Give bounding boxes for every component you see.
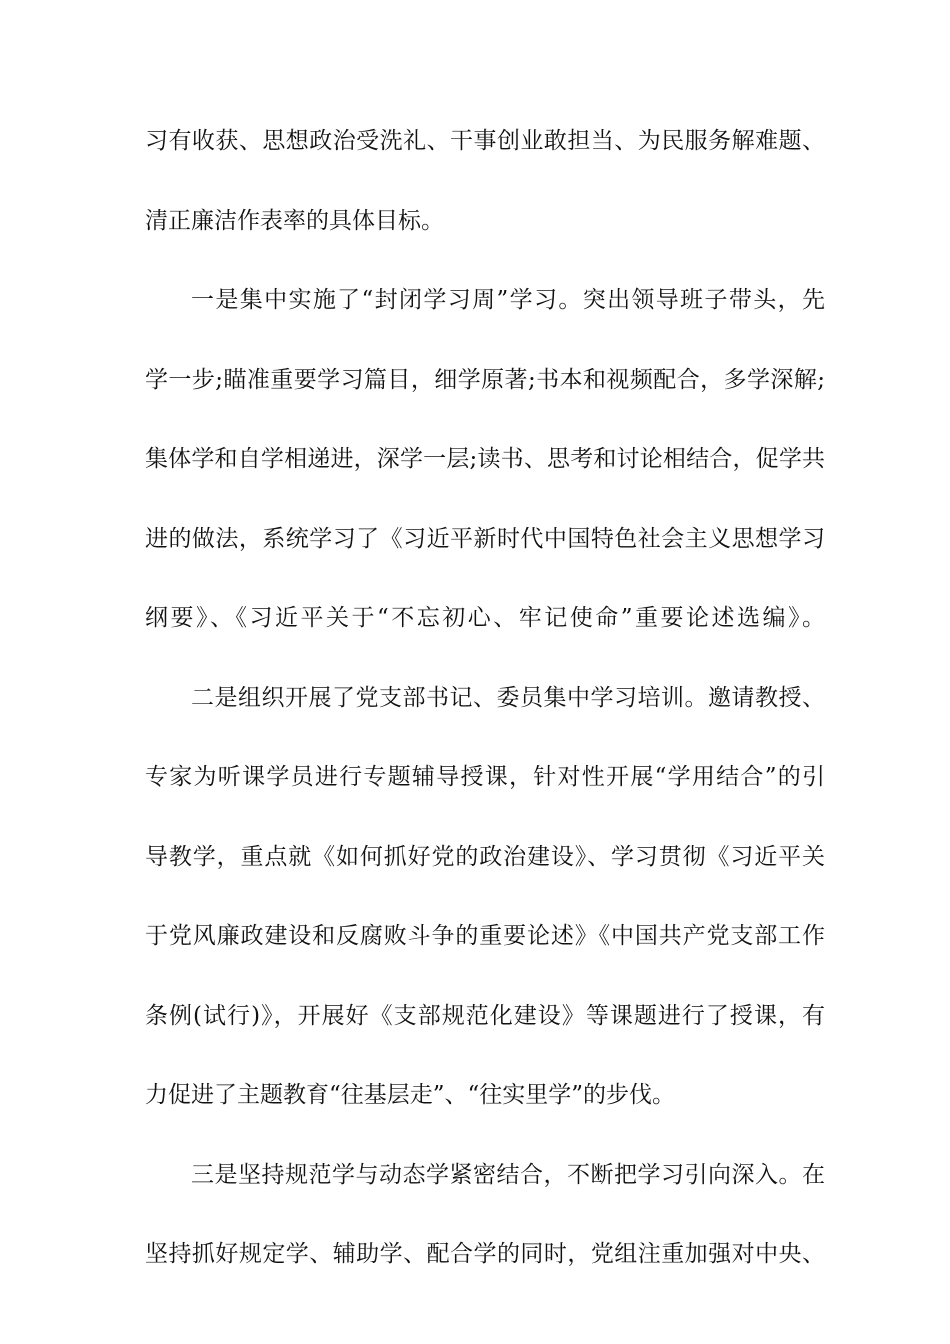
text-line: 导教学，重点就《如何抓好党的政治建设》、学习贯彻《习近平关 xyxy=(145,843,825,870)
text-line: 清正廉洁作表率的具体目标。 xyxy=(145,207,444,234)
text-line: 习有收获、思想政治受洗礼、干事创业敢担当、为民服务解难题、 xyxy=(145,128,825,154)
text-line: 进的做法，系统学习了《习近平新时代中国特色社会主义思想学习 xyxy=(145,525,825,552)
text-line: 集体学和自学相递进，深学一层;读书、思考和讨论相结合，促学共 xyxy=(145,446,825,472)
text-line: 坚持抓好规定学、辅助学、配合学的同时，党组注重加强对中央、 xyxy=(145,1241,825,1267)
paragraph-start-line: 二是组织开展了党支部书记、委员集中学习培训。邀请教授、 xyxy=(191,684,825,711)
text-line: 条例(试行)》，开展好《支部规范化建设》等课题进行了授课，有 xyxy=(145,1002,825,1029)
paragraph-start-line: 一是集中实施了“封闭学习周”学习。突出领导班子带头，先 xyxy=(191,287,825,313)
paragraph-start-line: 三是坚持规范学与动态学紧密结合，不断把学习引向深入。在 xyxy=(191,1161,825,1188)
document-body xyxy=(145,128,825,1321)
text-line: 于党风廉政建设和反腐败斗争的重要论述》《中国共产党支部工作 xyxy=(145,923,825,949)
text-line: 纲要》、《习近平关于“不忘初心、牢记使命”重要论述选编》。 xyxy=(145,605,825,631)
text-line: 专家为听课学员进行专题辅导授课，针对性开展“学用结合”的引 xyxy=(145,764,825,790)
text-line: 力促进了主题教育“往基层走”、“往实里学”的步伐。 xyxy=(145,1082,676,1108)
text-line: 学一步;瞄准重要学习篇目，细学原著;书本和视频配合，多学深解; xyxy=(145,366,825,393)
